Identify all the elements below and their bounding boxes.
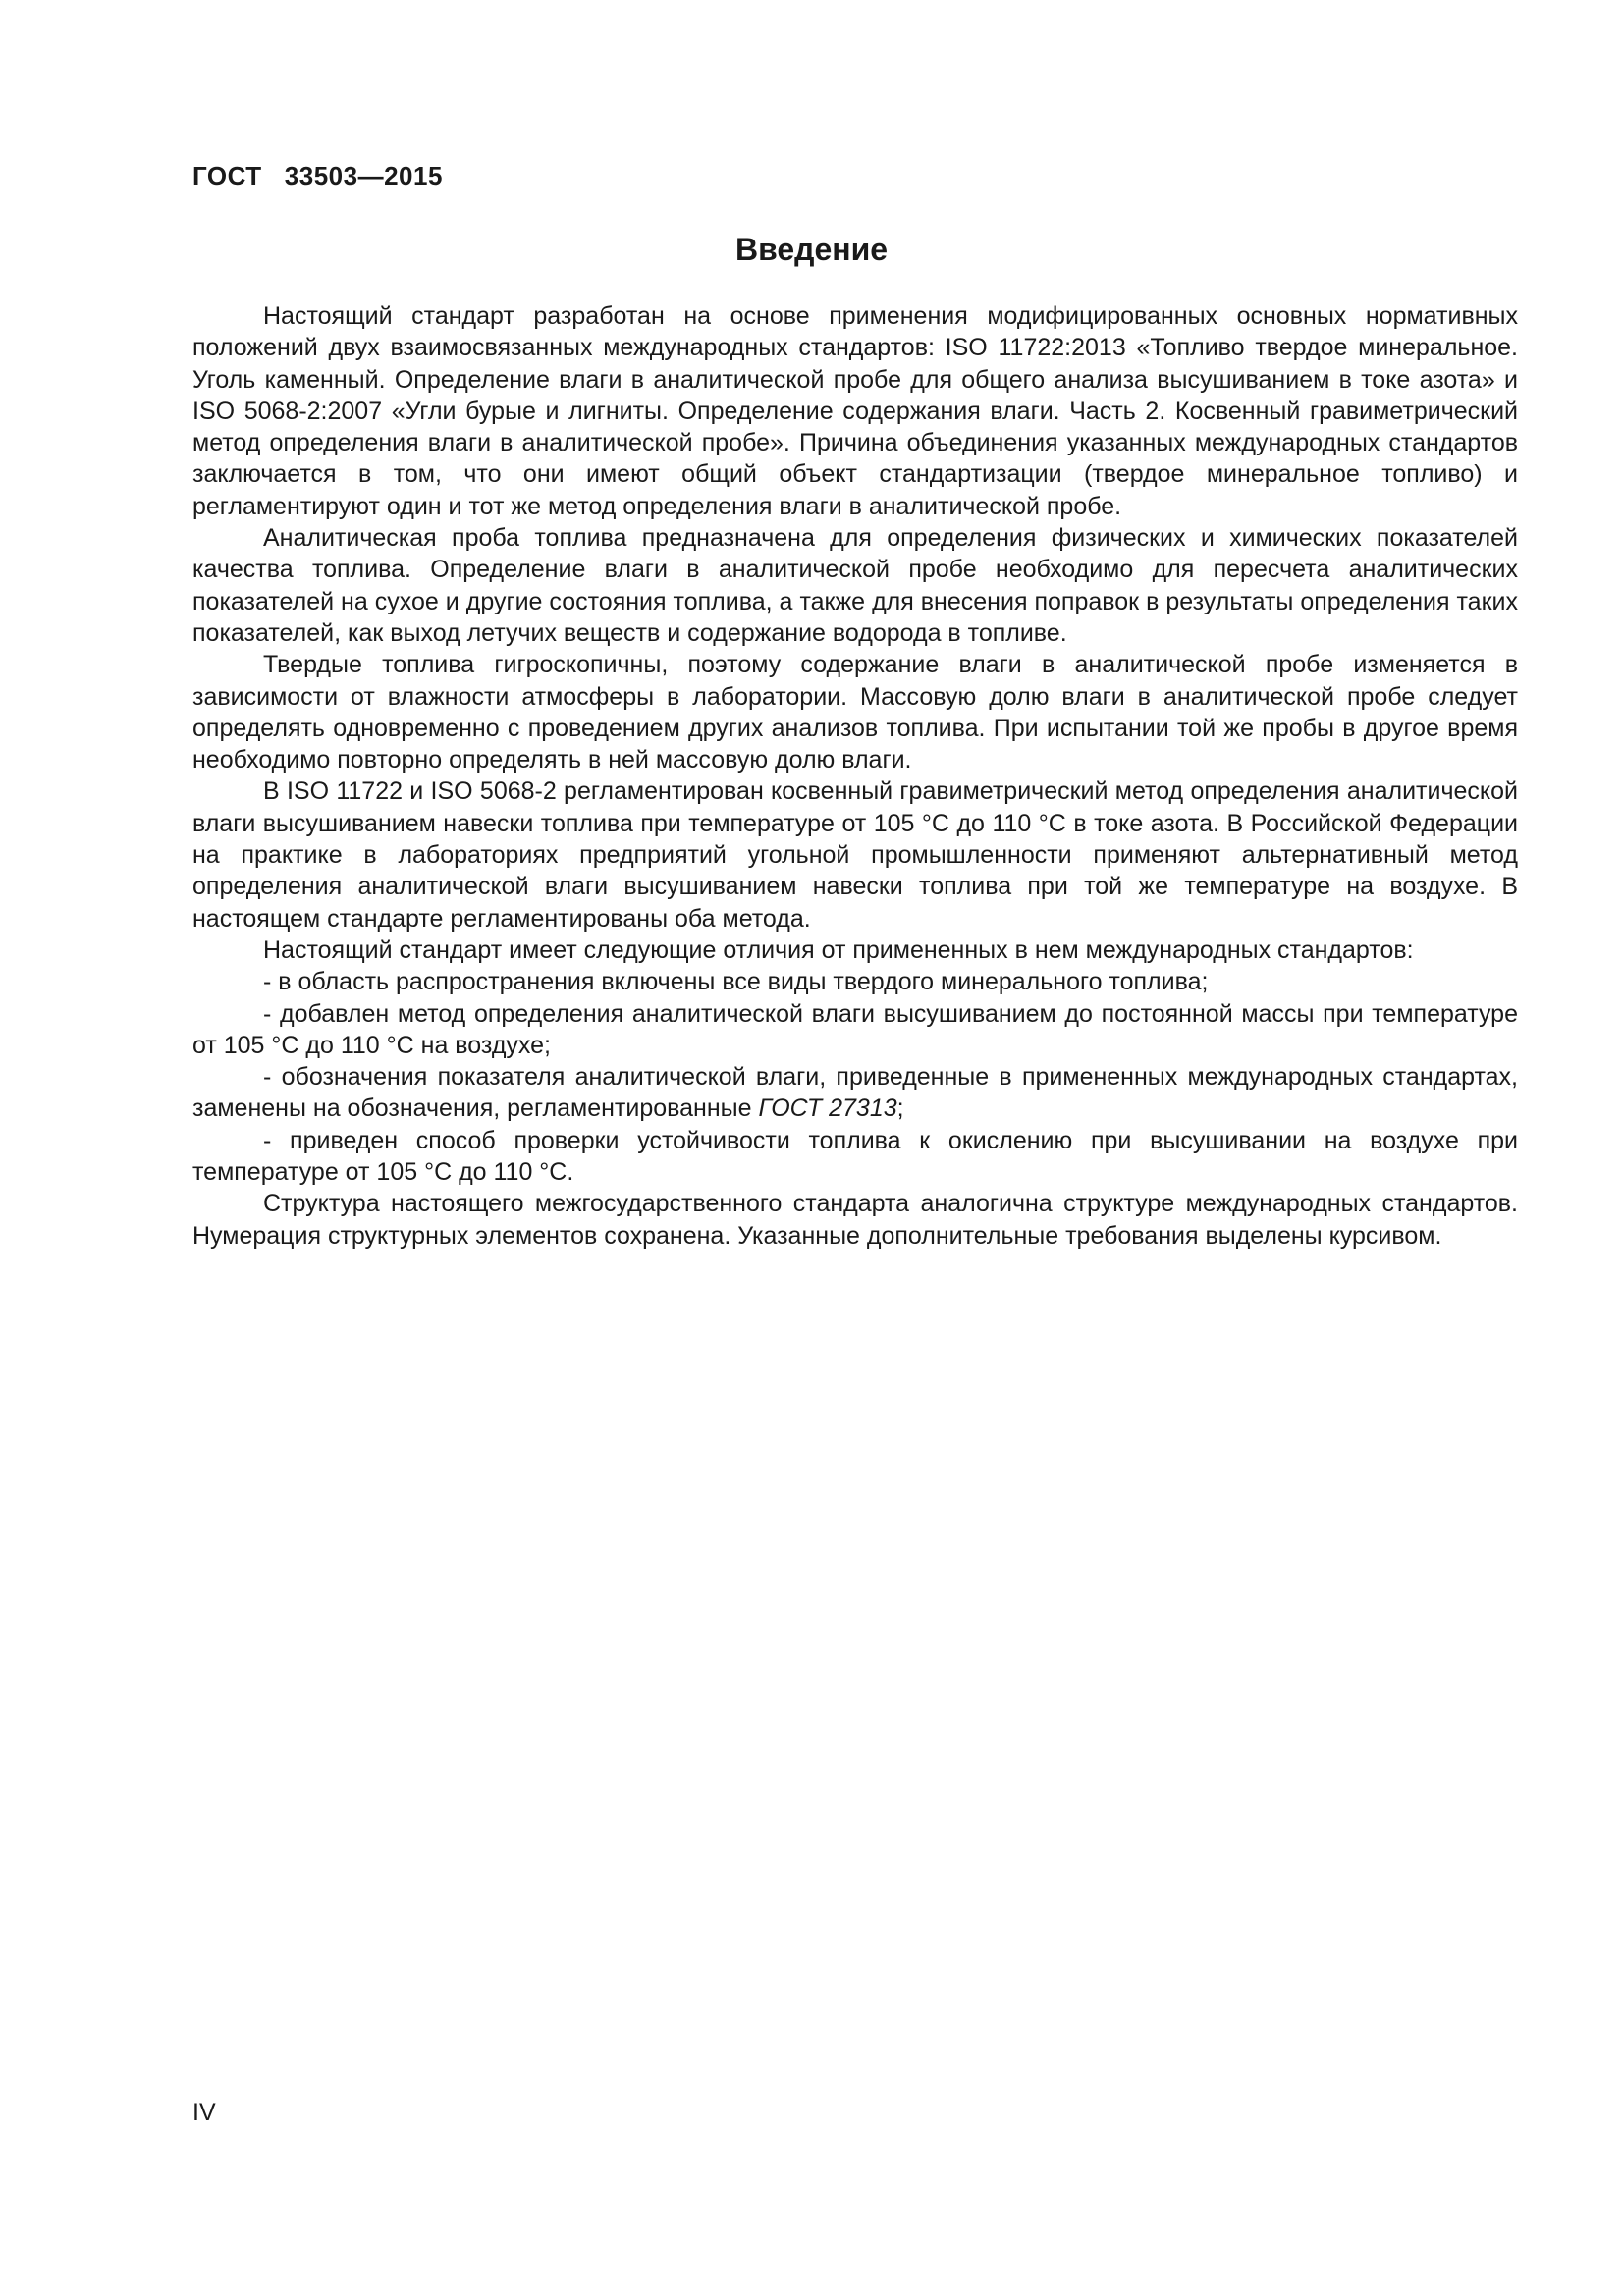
list-item-added-method: - добавлен метод определения аналитической влаги высушиванием до постоянной массы при температуре от 105 °С до 110 °С на воздухе; [192,999,1518,1059]
paragraph-structure: Структура настоящего межгосударственного стандарта аналогична структуре международных стандартов. Нумерация структурных элементов сохранена. Указанные дополнительные требования выделены курсивом. [192,1190,1518,1250]
list-item-oxidation-check: - приведен способ проверки устойчивости топлива к окислению при высушивании на воздухе при температуре от 105 °С до 110 °С. [192,1126,1518,1187]
paragraph-basis: Настоящий стандарт разработан на основе применения модифицированных основных нормативных положений двух взаимосвязанных международных стандартов: ISO 11722:2013 «Топливо твердое минеральное. Уголь каменный. Определение влаги в аналитической пробе для общего анализа высушиванием в токе азота» и ISO 5068-2:2007 «Угли бурые и лигниты. Определение содержания влаги. Часть 2. Косвенный гравиметрический метод определения влаги в аналитической пробе». Причина объединения указанных международных стандартов заключается в том, что они имеют общий объект стандартизации (твердое минеральное топливо) и регламентируют один и тот же метод определения влаги в аналитической пробе. [192,302,1518,520]
section-title: Введение [734,232,889,267]
introduction-body [192,300,1518,1252]
paragraph-hygroscopic: Твердые топлива гигроскопичны, поэтому содержание влаги в аналитической пробе изменяется в зависимости от влажности атмосферы в лаборатории. Массовую долю влаги в аналитической пробе следует определять одновременно с проведением других анализов топлива. При испытании той же пробы в другое время необходимо повторно определять в ней массовую долю влаги. [192,651,1518,774]
paragraph-iso-method: В ISO 11722 и ISO 5068-2 регламентирован косвенный гравиметрический метод определения аналитической влаги высушиванием навески топлива при температуре от 105 °С до 110 °С в токе азота. В Российской Федерации на практике в лабораториях предприятий угольной промышленности применяют альтернативный метод определения аналитической влаги высушиванием навески топлива при той же температуре на воздухе. В настоящем стандарте регламентированы оба метода. [192,777,1518,933]
paragraph-analytical-sample: Аналитическая проба топлива предназначена для определения физических и химических показателей качества топлива. Определение влаги в аналитической пробе необходимо для пересчета аналитических показателей на сухое и другие состояния топлива, а также для внесения поправок в результаты определения таких показателей, как выход летучих веществ и содержание водорода в топливе. [192,524,1518,647]
document-code-header: ГОСТ 33503—2015 [192,161,443,190]
list-item-scope: - в область распространения включены все виды твердого минерального топлива; [263,968,1209,996]
list-item-designations-end: ; [896,1095,904,1123]
page-number: IV [192,2099,216,2126]
paragraph-differences-intro: Настоящий стандарт имеет следующие отличия от примененных в нем международных стандартов: [263,935,1414,964]
gost-reference: ГОСТ 27313 [758,1095,897,1123]
list-item-designations-text: - обозначения показателя аналитической влаги, приведенные в примененных международных стандартах, заменены на обозначения, регламентированные [192,1063,1518,1123]
list-item-designations [192,1061,1518,1125]
